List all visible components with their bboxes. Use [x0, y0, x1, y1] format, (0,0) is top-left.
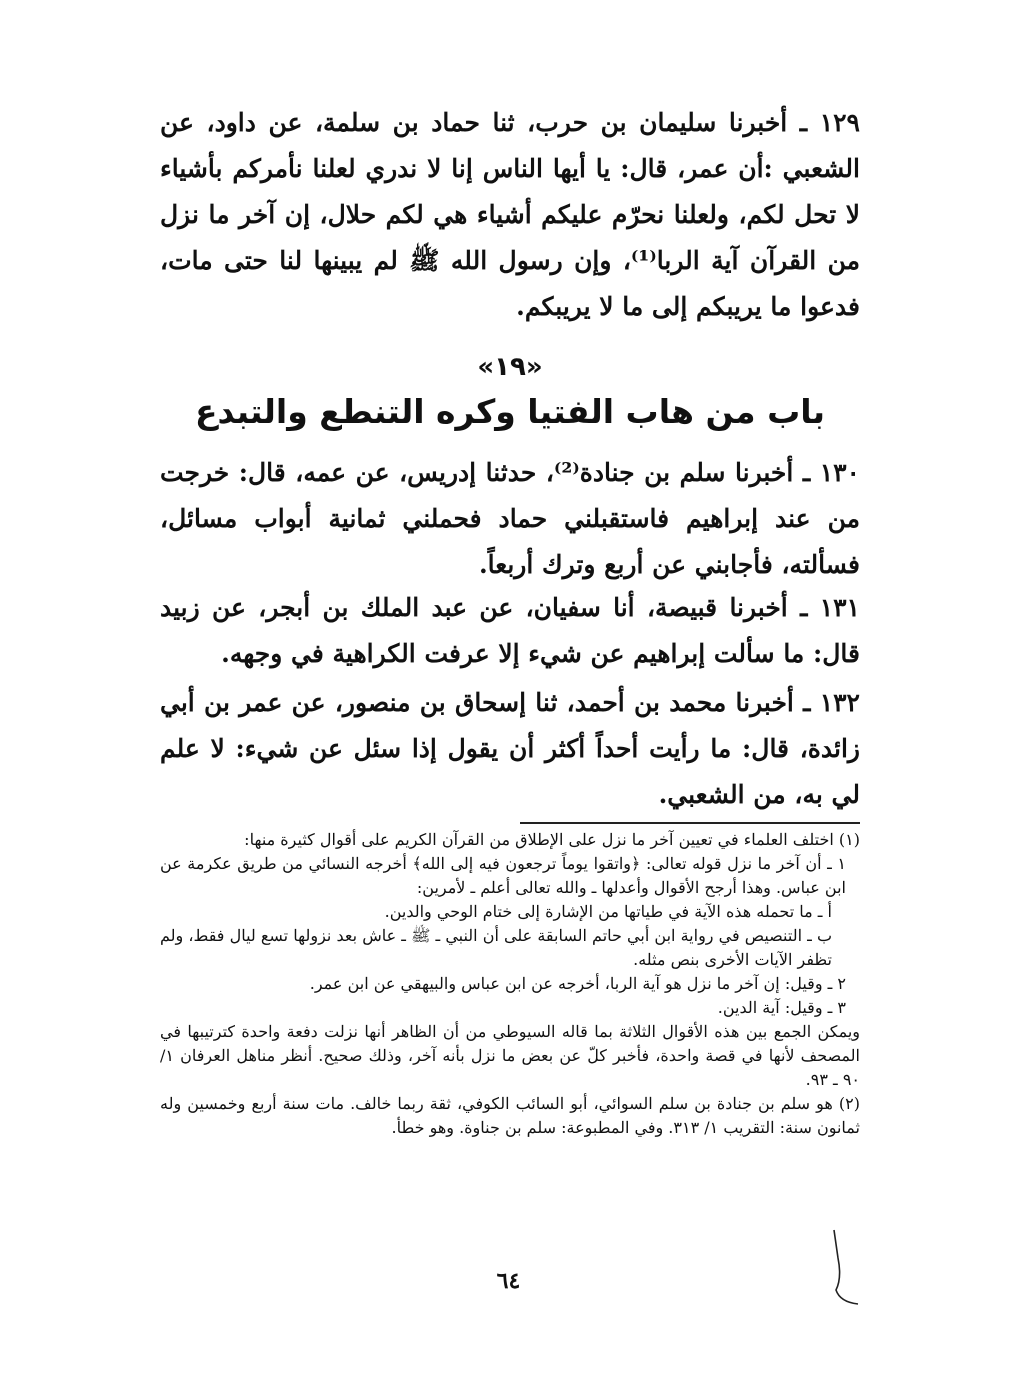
footnotes	[160, 828, 860, 1140]
footnote-1-item-1a: أ ـ ما تحمله هذه الآية في طياتها من الإشارة إلى ختام الوحي والدين.	[384, 902, 832, 921]
section-title: باب من هاب الفتيا وكره التنطع والتبدع	[194, 392, 826, 431]
footnote-1-intro: (١) اختلف العلماء في تعيين آخر ما نزل على الإطلاق من القرآن الكريم على أقوال كثيرة منها:	[244, 830, 860, 849]
footnote-1-item-2: ٢ ـ وقيل: إن آخر ما نزل هو آية الربا، أخرجه عن ابن عباس والبيهقي عن ابن عمر.	[309, 974, 846, 993]
hadith-130: ١٣٠ ـ أخبرنا سلم بن جنادة⁽²⁾، حدثنا إدريس، عن عمه، قال: خرجت من عند إبراهيم فاستقبلني حماد فحملني ثمانية أبواب مسائل، فسألته، فأجابني عن أربع وترك أربعاً.	[160, 458, 860, 579]
footnote-1-item-1b: ب ـ التنصيص في رواية ابن أبي حاتم السابقة على أن النبي ـ ﷺ ـ عاش بعد نزولها تسع ليال فقط، ولم تظفر الآيات الأخرى بنص مثله.	[160, 926, 833, 969]
footnote-separator	[520, 822, 860, 824]
footnote-1-item-3: ٣ ـ وقيل: آية الدين.	[717, 998, 846, 1017]
footnote-1-close: ويمكن الجمع بين هذه الأقوال الثلاثة بما قاله السيوطي من أن الظاهر أنها نزلت دفعة واحدة كترتيبها في المصحف لأنها في قصة واحدة، فأخبر كلّ عن بعض ما نزل بأنه آخر، وذلك صحيح. أنظر مناهل العرفان ١/ ٩٠ ـ ٩٣.	[160, 1022, 860, 1089]
hadith-132: ١٣٢ ـ أخبرنا محمد بن أحمد، ثنا إسحاق بن منصور، عن عمر بن أبي زائدة، قال: ما رأيت أحداً أكثر أن يقول إذا سئل عن شيء: لا علم لي به، من الشعبي.	[160, 688, 860, 809]
hadith-129: ١٢٩ ـ أخبرنا سليمان بن حرب، ثنا حماد بن سلمة، عن داود، عن الشعبي :أن عمر، قال: يا أيها الناس إنا لا ندري لعلنا نأمركم بأشياء لا تحل لكم، ولعلنا نحرّم عليكم أشياء هي لكم حلال، إن آخر ما نزل من القرآن آية الربا⁽¹⁾، وإن رسول الله ﷺ لم يبينها لنا حتى مات، فدعوا ما يريبكم إلى ما لا يريبكم.	[160, 108, 861, 321]
section-number: «١٩»	[477, 352, 543, 382]
margin-pen-mark	[828, 1228, 868, 1308]
footnote-2: (٢) هو سلم بن جنادة بن سلم السوائي، أبو السائب الكوفي، ثقة ربما خالف. مات سنة أربع وخمسين وله ثمانون سنة: التقريب ١/ ٣١٣. وفي المطبوعة: سلم بن جناوة. وهو خطأ.	[160, 1094, 860, 1137]
hadith-131: ١٣١ ـ أخبرنا قبيصة، أنا سفيان، عن عبد الملك بن أبجر، عن زبيد قال: ما سألت إبراهيم عن شيء إلا عرفت الكراهية في وجهه.	[160, 593, 860, 668]
page-number: ٦٤	[496, 1268, 521, 1294]
footnote-1-item-1: ١ ـ أن آخر ما نزل قوله تعالى: ﴿واتقوا يوماً ترجعون فيه إلى الله﴾ أخرجه النسائي من طريق عكرمة عن ابن عباس. وهذا أرجح الأقوال وأعدلها ـ والله تعالى أعلم ـ لأمرين:	[160, 854, 846, 897]
